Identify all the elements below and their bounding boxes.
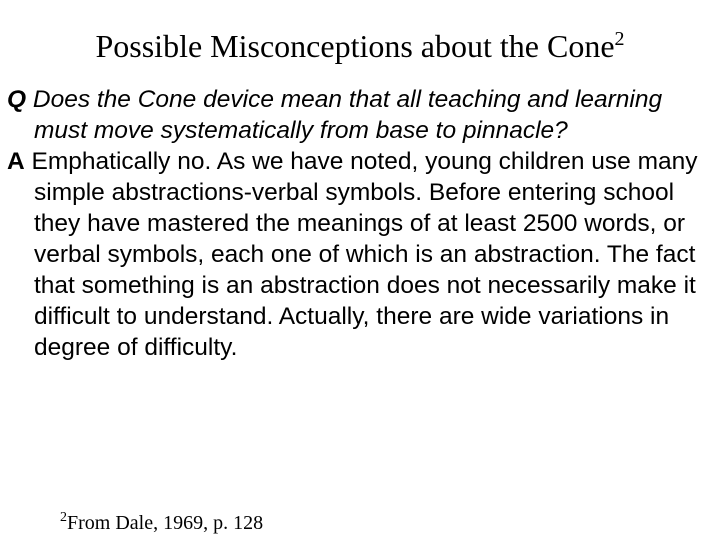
answer-text: Emphatically no. As we have noted, young children use many simple abstractions-verbal symbols. Before entering school they have mastered the meanings of at least 2500 words, or verbal symbols, each one of which is an abstraction. The fact that something is an abstraction does not necessarily make it difficult to understand. Actually, there are wide variations in degree of difficulty. [31, 148, 698, 361]
answer-marker: A [7, 148, 25, 175]
answer-paragraph [7, 146, 707, 363]
question-paragraph [7, 84, 707, 146]
footnote [60, 510, 263, 536]
question-text: Does the Cone device mean that all teaching and learning must move systematically from base to pinnacle? [32, 86, 663, 144]
question-marker: Q [7, 86, 27, 113]
slide-title-text: Possible Misconceptions about the Cone [95, 28, 615, 64]
slide-title [0, 26, 720, 66]
footnote-number: 2 [60, 510, 67, 525]
footnote-text: From Dale, 1969, p. 128 [67, 512, 264, 534]
footnote-reference: 2 [614, 28, 625, 50]
qa-block [7, 84, 707, 363]
